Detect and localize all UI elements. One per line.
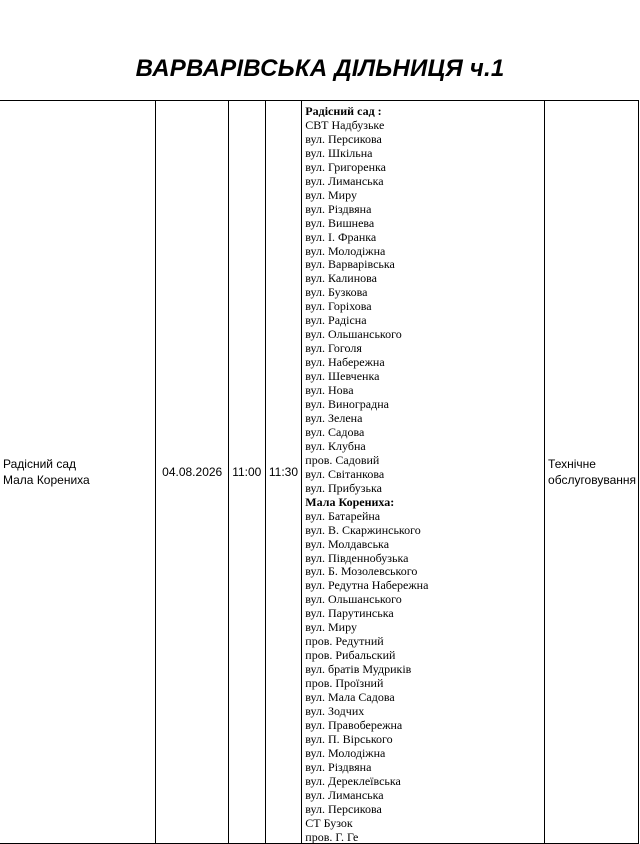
street-item: вул. П. Вірського bbox=[305, 731, 393, 746]
date-cell: 04.08.2026 bbox=[156, 101, 228, 844]
street-item: вул. Південнобузька bbox=[305, 550, 409, 565]
street-item: вул. Миру bbox=[305, 187, 357, 202]
reason-cell bbox=[545, 101, 639, 844]
outage-schedule-table bbox=[0, 100, 639, 844]
street-item: пров. Рибальский bbox=[305, 648, 396, 663]
time-from-cell: 11:00 bbox=[228, 101, 265, 844]
street-item: вул. Калинова bbox=[305, 271, 377, 286]
street-item: вул. І. Франка bbox=[305, 229, 377, 244]
street-item: вул. Батарейна bbox=[305, 508, 381, 523]
street-item: вул. Молодіжна bbox=[305, 745, 386, 760]
street-item: вул. Виноградна bbox=[305, 397, 389, 412]
street-group-heading: Радісний сад : bbox=[305, 105, 382, 118]
street-item: пров. Г. Ге bbox=[305, 829, 359, 843]
area-cell bbox=[0, 101, 156, 844]
street-item: вул. Нова bbox=[305, 383, 354, 398]
street-item: вул. Зодчих bbox=[305, 703, 365, 718]
street-item: вул. Молодіжна bbox=[305, 243, 386, 258]
streets-list bbox=[305, 105, 544, 843]
street-item: вул. Персикова bbox=[305, 131, 382, 146]
street-item: вул. Варварівська bbox=[305, 257, 395, 272]
time-to-cell: 11:30 bbox=[265, 101, 302, 844]
street-item: вул. братів Мудриків bbox=[305, 662, 412, 677]
street-item: вул. Вишнева bbox=[305, 215, 375, 230]
street-item: вул. Правобережна bbox=[305, 717, 403, 732]
street-item: вул. Набережна bbox=[305, 355, 385, 370]
street-group-heading: Мала Корениха: bbox=[305, 494, 395, 509]
street-item: вул. Горіхова bbox=[305, 299, 372, 314]
street-item: вул. Ольшанського bbox=[305, 592, 402, 607]
street-item: вул. Гоголя bbox=[305, 341, 362, 356]
street-item: вул. В. Скаржинського bbox=[305, 522, 421, 537]
street-item: вул. Редутна Набережна bbox=[305, 578, 429, 593]
street-item: вул. Дереклеївська bbox=[305, 773, 401, 788]
street-item: СТ Бузок bbox=[305, 815, 353, 830]
street-item: вул. Мала Садова bbox=[305, 690, 395, 705]
area-name: Радісний сад bbox=[3, 457, 76, 471]
street-item: вул. Різдвяна bbox=[305, 201, 372, 216]
page-title: ВАРВАРІВСЬКА ДІЛЬНИЦЯ ч.1 bbox=[135, 55, 505, 82]
area-name: Мала Корениха bbox=[3, 473, 90, 487]
street-item: пров. Проїзний bbox=[305, 676, 384, 691]
street-item: вул. Лиманська bbox=[305, 787, 384, 802]
street-item: вул. Клубна bbox=[305, 438, 366, 453]
street-item: пров. Редутний bbox=[305, 634, 384, 649]
street-item: СВТ Надбузьке bbox=[305, 117, 385, 132]
table-row bbox=[0, 101, 639, 844]
street-item: вул. Лиманська bbox=[305, 173, 384, 188]
reason-text: Технічне bbox=[548, 457, 596, 471]
streets-cell bbox=[302, 101, 545, 844]
street-item: вул. Ольшанського bbox=[305, 327, 402, 342]
street-item: вул. Різдвяна bbox=[305, 759, 372, 774]
street-item: вул. Прибузька bbox=[305, 480, 382, 495]
street-item: вул. Парутинська bbox=[305, 606, 394, 621]
street-item: вул. Григоренка bbox=[305, 159, 386, 174]
street-item: вул. Садова bbox=[305, 424, 365, 439]
street-item: вул. Радісна bbox=[305, 313, 367, 328]
reason-text: обслуговування bbox=[548, 473, 637, 487]
street-item: вул. Молдавська bbox=[305, 536, 390, 551]
street-item: вул. Б. Мозолевського bbox=[305, 564, 418, 579]
street-item: вул. Шкільна bbox=[305, 145, 373, 160]
street-item: вул. Шевченка bbox=[305, 369, 380, 384]
street-item: вул. Бузкова bbox=[305, 285, 368, 300]
street-item: вул. Миру bbox=[305, 620, 357, 635]
street-item: вул. Персикова bbox=[305, 801, 382, 816]
street-item: вул. Зелена bbox=[305, 410, 363, 425]
street-item: пров. Садовий bbox=[305, 452, 380, 467]
street-item: вул. Світанкова bbox=[305, 466, 385, 481]
